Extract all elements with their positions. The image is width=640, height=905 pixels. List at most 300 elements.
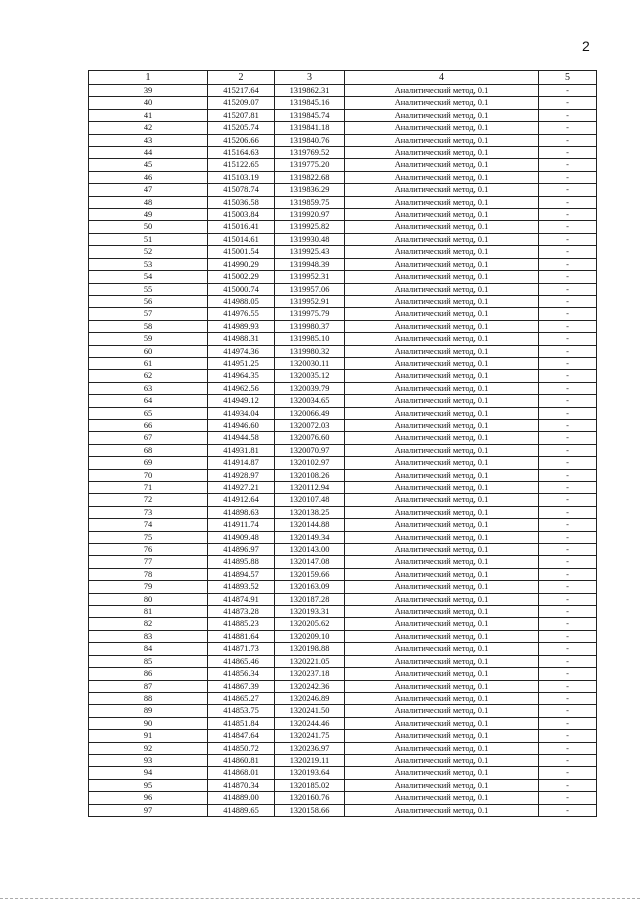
note-cell: - [539,692,597,704]
y-coordinate-cell: 1319925.43 [275,246,345,258]
x-coordinate-cell: 415164.63 [208,147,275,159]
point-number-cell: 62 [89,370,208,382]
table-row [89,779,597,791]
y-coordinate-cell: 1320159.66 [275,568,345,580]
point-number-cell: 87 [89,680,208,692]
table-row [89,568,597,580]
table-row [89,122,597,134]
x-coordinate-cell: 415205.74 [208,122,275,134]
point-number-cell: 82 [89,618,208,630]
table-row [89,171,597,183]
note-cell: - [539,469,597,481]
x-coordinate-cell: 414988.31 [208,333,275,345]
x-coordinate-cell: 414895.88 [208,556,275,568]
note-cell: - [539,655,597,667]
point-number-cell: 50 [89,221,208,233]
table-row [89,395,597,407]
point-number-cell: 49 [89,209,208,221]
x-coordinate-cell: 414881.64 [208,630,275,642]
table-row [89,258,597,270]
table-row [89,494,597,506]
table-row [89,742,597,754]
note-cell: - [539,779,597,791]
page-number: 2 [582,38,590,54]
point-number-cell: 84 [89,643,208,655]
y-coordinate-cell: 1319925.82 [275,221,345,233]
note-cell: - [539,457,597,469]
method-cell: Аналитический метод, 0.1 [345,85,539,97]
method-cell: Аналитический метод, 0.1 [345,482,539,494]
table-row [89,147,597,159]
point-number-cell: 64 [89,395,208,407]
y-coordinate-cell: 1319920.97 [275,209,345,221]
x-coordinate-cell: 414909.48 [208,531,275,543]
method-cell: Аналитический метод, 0.1 [345,767,539,779]
note-cell: - [539,668,597,680]
coordinates-table [88,70,597,817]
x-coordinate-cell: 414934.04 [208,407,275,419]
x-coordinate-cell: 414944.58 [208,432,275,444]
point-number-cell: 76 [89,544,208,556]
x-coordinate-cell: 415014.61 [208,233,275,245]
method-cell: Аналитический метод, 0.1 [345,196,539,208]
point-number-cell: 81 [89,606,208,618]
table-row [89,482,597,494]
y-coordinate-cell: 1320193.64 [275,767,345,779]
method-cell: Аналитический метод, 0.1 [345,643,539,655]
x-coordinate-cell: 414889.00 [208,792,275,804]
point-number-cell: 44 [89,147,208,159]
y-coordinate-cell: 1319980.32 [275,345,345,357]
column-header-3: 3 [275,71,345,85]
point-number-cell: 79 [89,581,208,593]
note-cell: - [539,209,597,221]
table-row [89,581,597,593]
table-row [89,692,597,704]
table-row [89,556,597,568]
point-number-cell: 77 [89,556,208,568]
table-row [89,333,597,345]
y-coordinate-cell: 1320244.46 [275,717,345,729]
point-number-cell: 40 [89,97,208,109]
y-coordinate-cell: 1320107.48 [275,494,345,506]
x-coordinate-cell: 415207.81 [208,109,275,121]
note-cell: - [539,258,597,270]
method-cell: Аналитический метод, 0.1 [345,147,539,159]
point-number-cell: 65 [89,407,208,419]
x-coordinate-cell: 414928.97 [208,469,275,481]
table-row [89,754,597,766]
point-number-cell: 59 [89,333,208,345]
note-cell: - [539,295,597,307]
note-cell: - [539,221,597,233]
method-cell: Аналитический метод, 0.1 [345,283,539,295]
y-coordinate-cell: 1320185.02 [275,779,345,791]
point-number-cell: 47 [89,184,208,196]
method-cell: Аналитический метод, 0.1 [345,171,539,183]
method-cell: Аналитический метод, 0.1 [345,544,539,556]
point-number-cell: 73 [89,506,208,518]
table-row [89,320,597,332]
y-coordinate-cell: 1320236.97 [275,742,345,754]
x-coordinate-cell: 414988.05 [208,295,275,307]
x-coordinate-cell: 414853.75 [208,705,275,717]
note-cell: - [539,606,597,618]
point-number-cell: 95 [89,779,208,791]
method-cell: Аналитический метод, 0.1 [345,295,539,307]
method-cell: Аналитический метод, 0.1 [345,246,539,258]
note-cell: - [539,196,597,208]
table-row [89,295,597,307]
y-coordinate-cell: 1319957.06 [275,283,345,295]
table-row [89,804,597,816]
table-row [89,382,597,394]
y-coordinate-cell: 1319769.52 [275,147,345,159]
point-number-cell: 55 [89,283,208,295]
note-cell: - [539,184,597,196]
table-row [89,432,597,444]
x-coordinate-cell: 414946.60 [208,419,275,431]
method-cell: Аналитический метод, 0.1 [345,209,539,221]
note-cell: - [539,345,597,357]
table-row [89,159,597,171]
note-cell: - [539,717,597,729]
method-cell: Аналитический метод, 0.1 [345,519,539,531]
x-coordinate-cell: 414871.73 [208,643,275,655]
y-coordinate-cell: 1320193.31 [275,606,345,618]
x-coordinate-cell: 414847.64 [208,730,275,742]
y-coordinate-cell: 1320205.62 [275,618,345,630]
y-coordinate-cell: 1320198.88 [275,643,345,655]
x-coordinate-cell: 414865.27 [208,692,275,704]
table-row [89,792,597,804]
x-coordinate-cell: 414976.55 [208,308,275,320]
y-coordinate-cell: 1320221.05 [275,655,345,667]
y-coordinate-cell: 1320242.36 [275,680,345,692]
y-coordinate-cell: 1320076.60 [275,432,345,444]
x-coordinate-cell: 414851.84 [208,717,275,729]
point-number-cell: 48 [89,196,208,208]
method-cell: Аналитический метод, 0.1 [345,184,539,196]
y-coordinate-cell: 1319845.16 [275,97,345,109]
point-number-cell: 41 [89,109,208,121]
y-coordinate-cell: 1320219.11 [275,754,345,766]
method-cell: Аналитический метод, 0.1 [345,742,539,754]
y-coordinate-cell: 1320070.97 [275,444,345,456]
table-row [89,308,597,320]
note-cell: - [539,308,597,320]
y-coordinate-cell: 1320066.49 [275,407,345,419]
table-row [89,680,597,692]
note-cell: - [539,730,597,742]
table-row [89,97,597,109]
method-cell: Аналитический метод, 0.1 [345,333,539,345]
method-cell: Аналитический метод, 0.1 [345,382,539,394]
y-coordinate-cell: 1319836.29 [275,184,345,196]
y-coordinate-cell: 1320108.26 [275,469,345,481]
point-number-cell: 90 [89,717,208,729]
y-coordinate-cell: 1319845.74 [275,109,345,121]
note-cell: - [539,283,597,295]
x-coordinate-cell: 414867.39 [208,680,275,692]
note-cell: - [539,556,597,568]
note-cell: - [539,804,597,816]
method-cell: Аналитический метод, 0.1 [345,692,539,704]
method-cell: Аналитический метод, 0.1 [345,680,539,692]
note-cell: - [539,395,597,407]
table-row [89,357,597,369]
x-coordinate-cell: 414868.01 [208,767,275,779]
table-row [89,271,597,283]
y-coordinate-cell: 1320149.34 [275,531,345,543]
point-number-cell: 75 [89,531,208,543]
y-coordinate-cell: 1320138.25 [275,506,345,518]
table-row [89,370,597,382]
point-number-cell: 51 [89,233,208,245]
x-coordinate-cell: 415000.74 [208,283,275,295]
method-cell: Аналитический метод, 0.1 [345,221,539,233]
note-cell: - [539,432,597,444]
x-coordinate-cell: 414870.34 [208,779,275,791]
y-coordinate-cell: 1319985.10 [275,333,345,345]
point-number-cell: 80 [89,593,208,605]
note-cell: - [539,593,597,605]
method-cell: Аналитический метод, 0.1 [345,618,539,630]
y-coordinate-cell: 1320147.08 [275,556,345,568]
y-coordinate-cell: 1319952.91 [275,295,345,307]
note-cell: - [539,147,597,159]
note-cell: - [539,754,597,766]
x-coordinate-cell: 414911.74 [208,519,275,531]
note-cell: - [539,320,597,332]
x-coordinate-cell: 415001.54 [208,246,275,258]
x-coordinate-cell: 414889.65 [208,804,275,816]
x-coordinate-cell: 414873.28 [208,606,275,618]
point-number-cell: 93 [89,754,208,766]
table-row [89,606,597,618]
x-coordinate-cell: 415078.74 [208,184,275,196]
y-coordinate-cell: 1319862.31 [275,85,345,97]
point-number-cell: 68 [89,444,208,456]
note-cell: - [539,618,597,630]
note-cell: - [539,109,597,121]
x-coordinate-cell: 414850.72 [208,742,275,754]
x-coordinate-cell: 414912.64 [208,494,275,506]
note-cell: - [539,134,597,146]
x-coordinate-cell: 414885.23 [208,618,275,630]
method-cell: Аналитический метод, 0.1 [345,593,539,605]
method-cell: Аналитический метод, 0.1 [345,779,539,791]
method-cell: Аналитический метод, 0.1 [345,320,539,332]
method-cell: Аналитический метод, 0.1 [345,705,539,717]
y-coordinate-cell: 1320163.09 [275,581,345,593]
table-row [89,184,597,196]
point-number-cell: 46 [89,171,208,183]
column-header-5: 5 [539,71,597,85]
method-cell: Аналитический метод, 0.1 [345,407,539,419]
point-number-cell: 70 [89,469,208,481]
note-cell: - [539,122,597,134]
point-number-cell: 63 [89,382,208,394]
table-row [89,544,597,556]
point-number-cell: 88 [89,692,208,704]
method-cell: Аналитический метод, 0.1 [345,432,539,444]
x-coordinate-cell: 414865.46 [208,655,275,667]
table-row [89,233,597,245]
method-cell: Аналитический метод, 0.1 [345,630,539,642]
table-row [89,730,597,742]
point-number-cell: 86 [89,668,208,680]
point-number-cell: 94 [89,767,208,779]
y-coordinate-cell: 1320187.28 [275,593,345,605]
table-row [89,444,597,456]
method-cell: Аналитический метод, 0.1 [345,469,539,481]
x-coordinate-cell: 414896.97 [208,544,275,556]
note-cell: - [539,246,597,258]
y-coordinate-cell: 1320241.50 [275,705,345,717]
x-coordinate-cell: 415206.66 [208,134,275,146]
x-coordinate-cell: 414893.52 [208,581,275,593]
point-number-cell: 72 [89,494,208,506]
x-coordinate-cell: 414860.81 [208,754,275,766]
note-cell: - [539,705,597,717]
note-cell: - [539,519,597,531]
table-row [89,209,597,221]
table-row [89,531,597,543]
point-number-cell: 58 [89,320,208,332]
y-coordinate-cell: 1319822.68 [275,171,345,183]
x-coordinate-cell: 414927.21 [208,482,275,494]
method-cell: Аналитический метод, 0.1 [345,419,539,431]
column-header-2: 2 [208,71,275,85]
point-number-cell: 39 [89,85,208,97]
point-number-cell: 97 [89,804,208,816]
y-coordinate-cell: 1319930.48 [275,233,345,245]
method-cell: Аналитический метод, 0.1 [345,134,539,146]
table-row [89,506,597,518]
method-cell: Аналитический метод, 0.1 [345,506,539,518]
table-row [89,283,597,295]
method-cell: Аналитический метод, 0.1 [345,754,539,766]
method-cell: Аналитический метод, 0.1 [345,804,539,816]
y-coordinate-cell: 1320209.10 [275,630,345,642]
note-cell: - [539,271,597,283]
y-coordinate-cell: 1320246.89 [275,692,345,704]
x-coordinate-cell: 414974.36 [208,345,275,357]
x-coordinate-cell: 414856.34 [208,668,275,680]
table-row [89,618,597,630]
table-row [89,85,597,97]
note-cell: - [539,568,597,580]
y-coordinate-cell: 1319952.31 [275,271,345,283]
table-row [89,419,597,431]
point-number-cell: 85 [89,655,208,667]
y-coordinate-cell: 1320112.94 [275,482,345,494]
point-number-cell: 42 [89,122,208,134]
note-cell: - [539,630,597,642]
table-row [89,655,597,667]
y-coordinate-cell: 1319859.75 [275,196,345,208]
x-coordinate-cell: 415003.84 [208,209,275,221]
table-row [89,717,597,729]
method-cell: Аналитический метод, 0.1 [345,159,539,171]
table-body [89,85,597,817]
point-number-cell: 57 [89,308,208,320]
method-cell: Аналитический метод, 0.1 [345,345,539,357]
table-row [89,457,597,469]
table-row [89,196,597,208]
y-coordinate-cell: 1320143.00 [275,544,345,556]
y-coordinate-cell: 1319775.20 [275,159,345,171]
column-header-1: 1 [89,71,208,85]
method-cell: Аналитический метод, 0.1 [345,109,539,121]
method-cell: Аналитический метод, 0.1 [345,357,539,369]
method-cell: Аналитический метод, 0.1 [345,792,539,804]
x-coordinate-cell: 414894.57 [208,568,275,580]
point-number-cell: 52 [89,246,208,258]
y-coordinate-cell: 1320039.79 [275,382,345,394]
method-cell: Аналитический метод, 0.1 [345,97,539,109]
x-coordinate-cell: 414990.29 [208,258,275,270]
table-row [89,519,597,531]
table-header-row [89,71,597,85]
x-coordinate-cell: 414874.91 [208,593,275,605]
column-header-4: 4 [345,71,539,85]
note-cell: - [539,643,597,655]
table-row [89,345,597,357]
note-cell: - [539,382,597,394]
method-cell: Аналитический метод, 0.1 [345,494,539,506]
method-cell: Аналитический метод, 0.1 [345,122,539,134]
note-cell: - [539,85,597,97]
point-number-cell: 83 [89,630,208,642]
method-cell: Аналитический метод, 0.1 [345,568,539,580]
table-row [89,767,597,779]
x-coordinate-cell: 414962.56 [208,382,275,394]
note-cell: - [539,171,597,183]
point-number-cell: 91 [89,730,208,742]
point-number-cell: 54 [89,271,208,283]
note-cell: - [539,482,597,494]
x-coordinate-cell: 414951.25 [208,357,275,369]
note-cell: - [539,494,597,506]
y-coordinate-cell: 1320144.88 [275,519,345,531]
method-cell: Аналитический метод, 0.1 [345,370,539,382]
y-coordinate-cell: 1320034.65 [275,395,345,407]
point-number-cell: 89 [89,705,208,717]
method-cell: Аналитический метод, 0.1 [345,655,539,667]
method-cell: Аналитический метод, 0.1 [345,395,539,407]
table-row [89,221,597,233]
note-cell: - [539,742,597,754]
y-coordinate-cell: 1319948.39 [275,258,345,270]
note-cell: - [539,357,597,369]
x-coordinate-cell: 415036.58 [208,196,275,208]
y-coordinate-cell: 1320030.11 [275,357,345,369]
y-coordinate-cell: 1319980.37 [275,320,345,332]
y-coordinate-cell: 1320241.75 [275,730,345,742]
note-cell: - [539,444,597,456]
point-number-cell: 43 [89,134,208,146]
y-coordinate-cell: 1319841.18 [275,122,345,134]
y-coordinate-cell: 1319840.76 [275,134,345,146]
note-cell: - [539,767,597,779]
x-coordinate-cell: 415217.64 [208,85,275,97]
x-coordinate-cell: 415209.07 [208,97,275,109]
y-coordinate-cell: 1320035.12 [275,370,345,382]
method-cell: Аналитический метод, 0.1 [345,457,539,469]
table-row [89,469,597,481]
